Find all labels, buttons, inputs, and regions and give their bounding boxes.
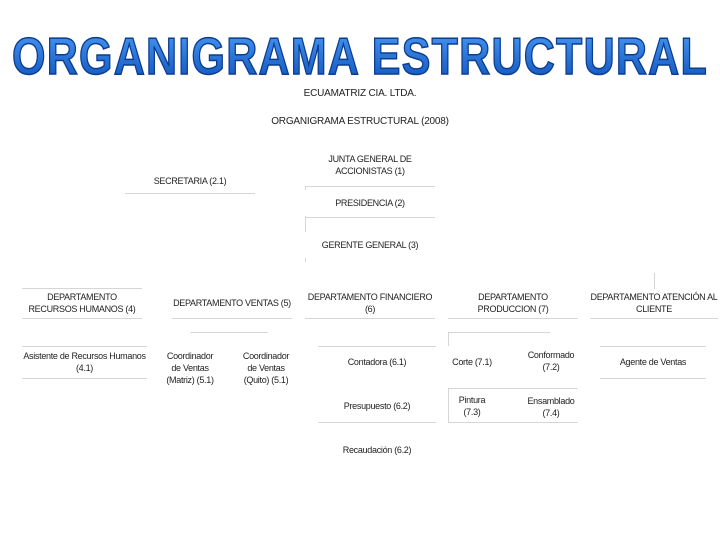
node-junta: JUNTA GENERAL DE ACCIONISTAS (1) (305, 144, 435, 186)
node-dept-produccion: DEPARTAMENTO PRODUCCION (7) (448, 289, 578, 317)
node-dept-rrhh: DEPARTAMENTO RECURSOS HUMANOS (4) (22, 289, 142, 317)
node-presidencia: PRESIDENCIA (2) (305, 190, 435, 216)
connector (22, 378, 147, 379)
title-svg (0, 28, 720, 84)
node-dept-atencion: DEPARTAMENTO ATENCIÓN AL CLIENTE (590, 289, 718, 317)
page-title-banner (0, 28, 720, 84)
node-dept-ventas: DEPARTAMENTO VENTAS (5) (172, 289, 292, 317)
connector (448, 332, 449, 346)
connector (125, 193, 255, 194)
connector (448, 332, 550, 333)
page-title: ORGANIGRAMA ESTRUCTURAL (12, 28, 708, 84)
node-presupuesto: Presupuesto (6.2) (318, 394, 436, 418)
node-coord-quito: Coordinador de Ventas (Quito) (5.1) (238, 347, 294, 389)
connector (305, 186, 435, 187)
connector (448, 318, 578, 319)
node-recaudacion: Recaudación (6.2) (318, 438, 436, 462)
node-contadora: Contadora (6.1) (318, 350, 436, 374)
connector (22, 318, 142, 319)
node-coord-matriz: Coordinador de Ventas (Matriz) (5.1) (162, 347, 218, 389)
node-ensamblado: Ensamblado (7.4) (524, 392, 578, 422)
connector (318, 346, 436, 347)
node-corte: Corte (7.1) (450, 350, 494, 374)
node-dept-financiero: DEPARTAMENTO FINANCIERO (6) (305, 289, 435, 317)
chart-title: ORGANIGRAMA ESTRUCTURAL (2008) (271, 116, 449, 127)
node-agente-ventas: Agente de Ventas (600, 350, 706, 374)
connector (448, 422, 578, 423)
connector (600, 346, 706, 347)
connector (448, 388, 578, 389)
node-conformado: Conformado (7.2) (524, 346, 578, 376)
connector (190, 332, 268, 333)
connector (590, 318, 718, 319)
connector (318, 422, 436, 423)
node-gerente-general: GERENTE GENERAL (3) (305, 232, 435, 258)
connector (600, 378, 706, 379)
company-name: ECUAMATRIZ CIA. LTDA. (303, 88, 417, 99)
node-pintura: Pintura (7.3) (450, 394, 494, 418)
connector (172, 318, 292, 319)
node-secretaria: SECRETARIA (2.1) (125, 170, 255, 192)
connector (305, 217, 435, 218)
node-asistente-rrhh: Asistente de Recursos Humanos (4.1) (22, 347, 147, 377)
connector (305, 318, 435, 319)
connector (448, 388, 449, 422)
